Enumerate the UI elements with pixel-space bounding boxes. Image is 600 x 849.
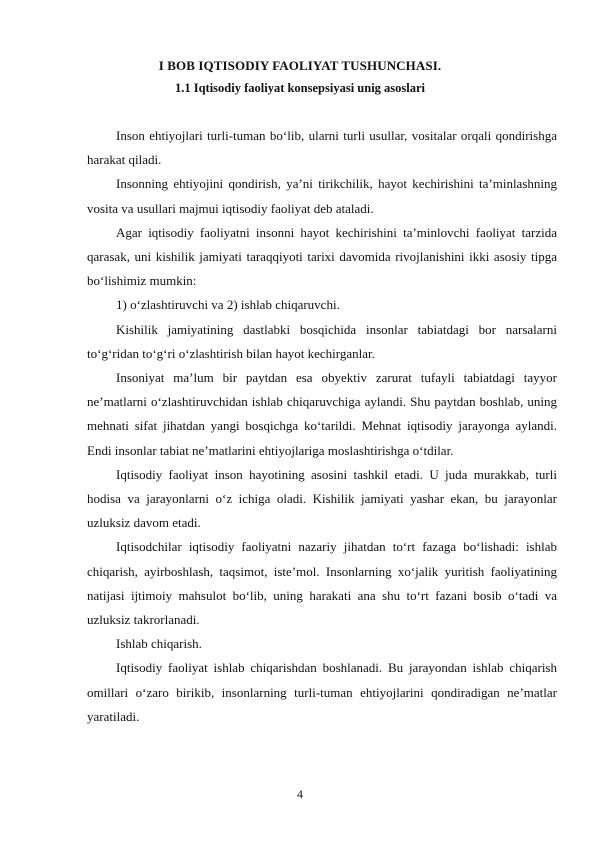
section-title: 1.1 Iqtisodiy faoliyat konsepsiyasi unig asoslari: [174, 81, 426, 95]
paragraph: Insonning ehtiyojini qondirish, ya’ni tirikchilik, hayot kechirishini ta’minlashning vosita va usullari majmui iqtisodiy faoliyat deb ataladi.: [87, 176, 557, 216]
paragraph: Insoniyat ma’lum bir paytdan esa obyektiv zarurat tufayli tabiatdagi tayyor ne’matlarni o‘zlashtiruvchidan ishlab chiqaruvchiga aylandi. Shu paytdan boshlab, uning mehnati sifat jihatdan yangi bosqichga ko‘tarildi. Mehnat iqtisodiy jarayonga aylandi. Endi insonlar tabiat ne’matlarini ehtiyojlariga moslashtirishga o‘tdilar.: [87, 370, 557, 458]
chapter-title: I BOB IQTISODIY FAOLIYAT TUSHUNCHASI.: [158, 58, 442, 73]
paragraph: Inson ehtiyojlari turli-tuman bo‘lib, ularni turli usullar, vositalar orqali qondirishga harakat qiladi.: [87, 128, 557, 168]
paragraph: Iqtisodiy faoliyat inson hayotining asosini tashkil etadi. U juda murakkab, turli hodisa va jarayonlarni o‘z ichiga oladi. Kishilik jamiyati yashar ekan, bu jarayonlar uzluksiz davom etadi.: [87, 466, 557, 531]
paragraph: Iqtisodiy faoliyat ishlab chiqarishdan boshlanadi. Bu jarayondan ishlab chiqarish omillari o‘zaro birikib, insonlarning turli-tuman ehtiyojlarini qondiradigan ne’matlar yaratiladi.: [87, 660, 557, 724]
paragraph: 1) o‘zlashtiruvchi va 2) ishlab chiqaruvchi.: [116, 297, 340, 313]
paragraph: Agar iqtisodiy faoliyatni insonni hayot kechirishini ta’minlovchi faoliyat tarzida qarasak, uni kishilik jamiyati taraqqiyoti tarixi davomida rivojlanishini ikki asosiy tipga bo‘lishimiz mumkin:: [87, 224, 557, 289]
paragraph: Kishilik jamiyatining dastlabki bosqichida insonlar tabiatdagi bor narsalarni to‘g‘ridan to‘g‘ri o‘zlashtirish bilan hayot kechirganlar.: [87, 321, 557, 361]
paragraph: Iqtisodchilar iqtisodiy faoliyatni nazariy jihatdan to‘rt fazaga bo‘lishadi: ishlab chiqarish, ayirboshlash, taqsimot, iste’mol. Insonlarning xo‘jalik yuritish faoliyatining natijasi ijtimoiy mahsulot bo‘lib, uning harakati ana shu to‘rt fazani bosib o‘tadi va uzluksiz takrorlanadi.: [87, 539, 557, 628]
page-number: 4: [297, 787, 303, 801]
paragraph: Ishlab chiqarish.: [116, 636, 202, 652]
body-text: [87, 124, 557, 729]
